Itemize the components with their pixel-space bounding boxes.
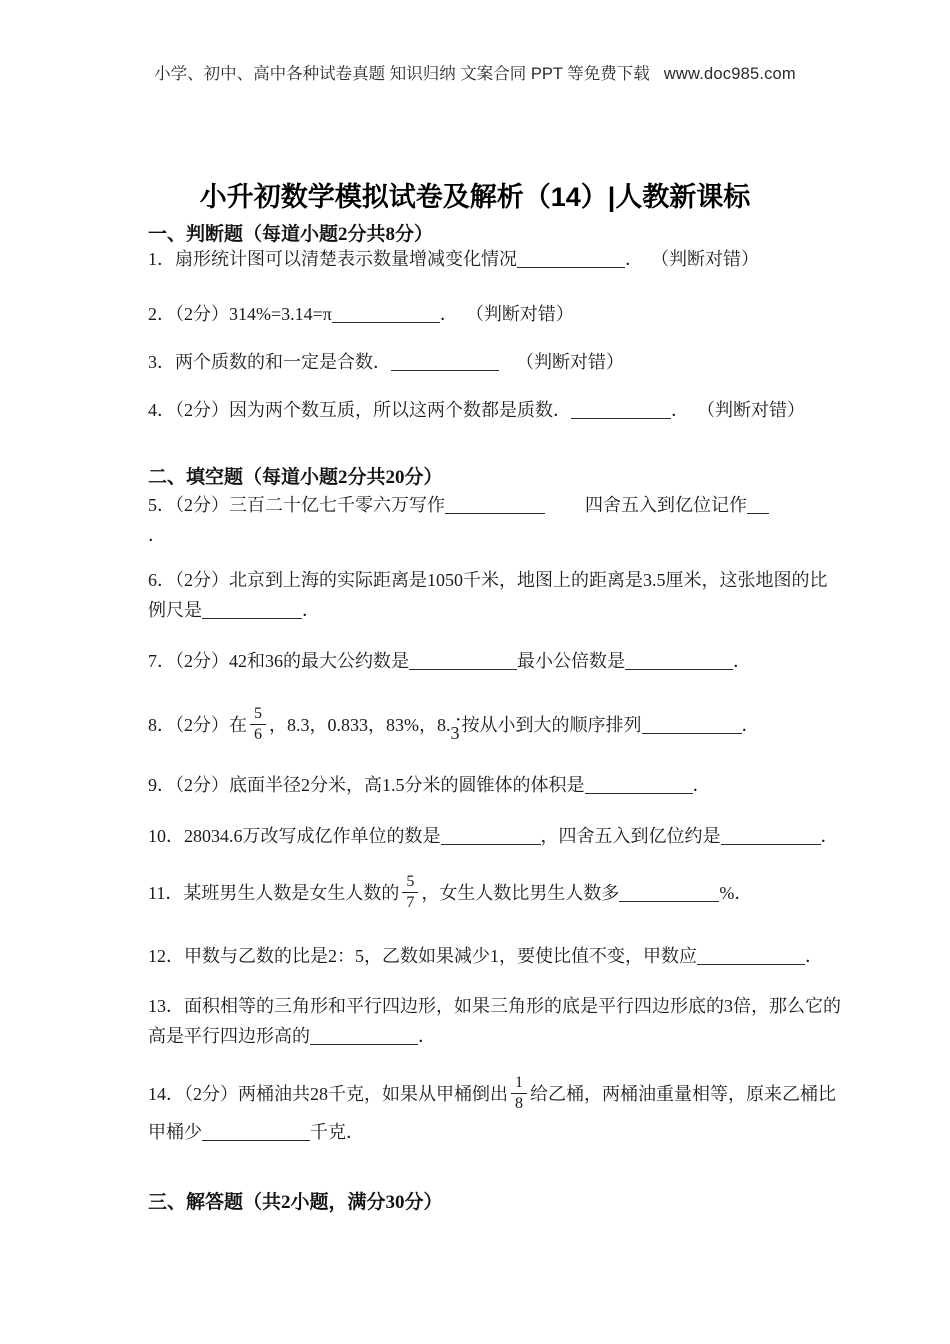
- question-text: 千克．: [310, 1122, 364, 1142]
- answer-blank: [517, 251, 625, 268]
- answer-blank: [441, 828, 541, 845]
- fraction-numerator: 5: [250, 705, 266, 725]
- question-text: ．: [302, 600, 320, 620]
- question-text: ．: [671, 400, 689, 420]
- question-line: [148, 490, 848, 520]
- question-text: ，女生人数比男生人数多: [421, 883, 620, 903]
- answer-blank: [202, 602, 302, 619]
- question-line: [148, 1071, 848, 1117]
- question-text: 6．（2分）北京到上海的实际距离是1050千米，地图上的距离是3.5厘米，这张地图的比: [148, 570, 828, 590]
- question-text: 14．（2分）两桶油共28千克，如果从甲桶倒出: [148, 1084, 508, 1104]
- site-url: www.doc985.com: [663, 65, 796, 83]
- question-text: ．: [692, 775, 711, 795]
- question-text: ．: [733, 651, 751, 671]
- judge-label: （判断对错）: [516, 352, 624, 372]
- question-line: [148, 1117, 848, 1147]
- question-7: [148, 646, 848, 676]
- answer-blank: [747, 497, 769, 514]
- question-text: 3．两个质数的和一定是合数．: [148, 352, 391, 372]
- question-8: [148, 702, 848, 748]
- answer-blank: [409, 653, 517, 670]
- repeating-decimal-digit: [450, 712, 461, 743]
- answer-blank: [202, 1124, 310, 1141]
- question-11: [148, 870, 848, 916]
- question-text: %．: [719, 883, 753, 903]
- answer-blank: [721, 828, 821, 845]
- answer-blank: [642, 717, 742, 734]
- fraction-denominator: 8: [515, 1095, 523, 1113]
- answer-blank: [625, 653, 733, 670]
- question-text: 5．（2分）三百二十亿七千零六万写作: [148, 495, 445, 515]
- section-heading-3: 三、解答题（共2小题，满分30分）: [148, 1192, 443, 1213]
- doc-title: 小升初数学模拟试卷及解析（14）|人教新课标: [199, 182, 751, 212]
- question-text: 四舍五入到亿位记作: [585, 495, 747, 515]
- question-text: ．: [148, 525, 166, 545]
- question-text: 2．（2分）314%=3.14=π: [148, 304, 332, 324]
- answer-blank: [310, 1028, 418, 1045]
- question-text: ．: [741, 715, 760, 735]
- fraction-numerator: 5: [402, 873, 418, 893]
- question-text: 例尺是: [148, 600, 202, 620]
- answer-blank: [332, 306, 440, 323]
- question-text: 10．28034.6万改写成亿作单位的数是: [148, 826, 441, 846]
- question-2: [148, 299, 848, 329]
- question-text: 13．面积相等的三角形和平行四边形，如果三角形的底是平行四边形底的3倍，那么它的: [148, 996, 841, 1016]
- fraction-denominator: 6: [254, 726, 262, 744]
- question-9: [148, 770, 848, 800]
- fraction-5-6: [250, 705, 266, 744]
- question-13: [148, 991, 848, 1051]
- question-text: ，四舍五入到亿位约是: [540, 826, 721, 846]
- page-header: [0, 63, 950, 85]
- section-heading-1: 一、判断题（每道小题2分共8分）: [148, 224, 434, 245]
- question-text: 12．甲数与乙数的比是2：5，乙数如果减少1，要使比值不变，甲数应: [148, 946, 697, 966]
- repeat-digit: 3: [450, 723, 460, 743]
- repeat-dot: ·: [455, 712, 461, 728]
- question-text: ．: [439, 304, 458, 324]
- answer-blank: [391, 354, 499, 371]
- question-text: ，8.3，0.833，83%，8.: [269, 715, 451, 735]
- header-slogan: 小学、初中、高中各种试卷真题 知识归纳 文案合同 PPT 等免费下载: [154, 65, 650, 83]
- judge-label: （判断对错）: [660, 249, 759, 269]
- question-10: [148, 821, 848, 851]
- section-heading-2: 二、填空题（每道小题2分共20分）: [148, 467, 443, 488]
- question-text: 高是平行四边形高的: [148, 1026, 310, 1046]
- question-5: [148, 490, 848, 550]
- fraction-5-7: [402, 873, 418, 912]
- question-4: [148, 395, 848, 425]
- answer-blank: [445, 497, 545, 514]
- answer-blank: [619, 885, 719, 902]
- answer-blank: [571, 402, 671, 419]
- question-1: [148, 244, 848, 274]
- judge-label: （判断对错）: [474, 304, 574, 324]
- question-3: [148, 347, 848, 377]
- question-text: 最小公倍数是: [517, 651, 625, 671]
- answer-blank: [697, 948, 805, 965]
- question-text: ．: [820, 826, 839, 846]
- answer-blank: [585, 777, 693, 794]
- question-line: [148, 520, 848, 550]
- question-text: ．: [418, 1026, 436, 1046]
- question-12: [148, 941, 848, 971]
- fraction-1-8: [511, 1074, 527, 1113]
- fraction-denominator: 7: [406, 894, 415, 912]
- question-text: ．: [625, 249, 643, 269]
- question-text: 甲桶少: [148, 1122, 202, 1142]
- question-14: [148, 1071, 848, 1147]
- judge-label: （判断对错）: [706, 400, 805, 420]
- question-text: 11．某班男生人数是女生人数的: [148, 883, 400, 903]
- question-text: 1．扇形统计图可以清楚表示数量增减变化情况: [148, 249, 517, 269]
- fraction-numerator: 1: [511, 1074, 527, 1094]
- question-text: 4．（2分）因为两个数互质，所以这两个数都是质数．: [148, 400, 571, 420]
- question-text: 9．（2分）底面半径2分米，高1.5分米的圆锥体的体积是: [148, 775, 585, 795]
- question-text: 7．（2分）42和36的最大公约数是: [148, 651, 409, 671]
- question-text: 按从小到大的顺序排列: [461, 715, 642, 735]
- question-text: 8．（2分）在: [148, 715, 247, 735]
- question-text: 给乙桶，两桶油重量相等，原来乙桶比: [530, 1084, 836, 1104]
- question-text: ．: [805, 946, 823, 966]
- question-6: [148, 565, 848, 625]
